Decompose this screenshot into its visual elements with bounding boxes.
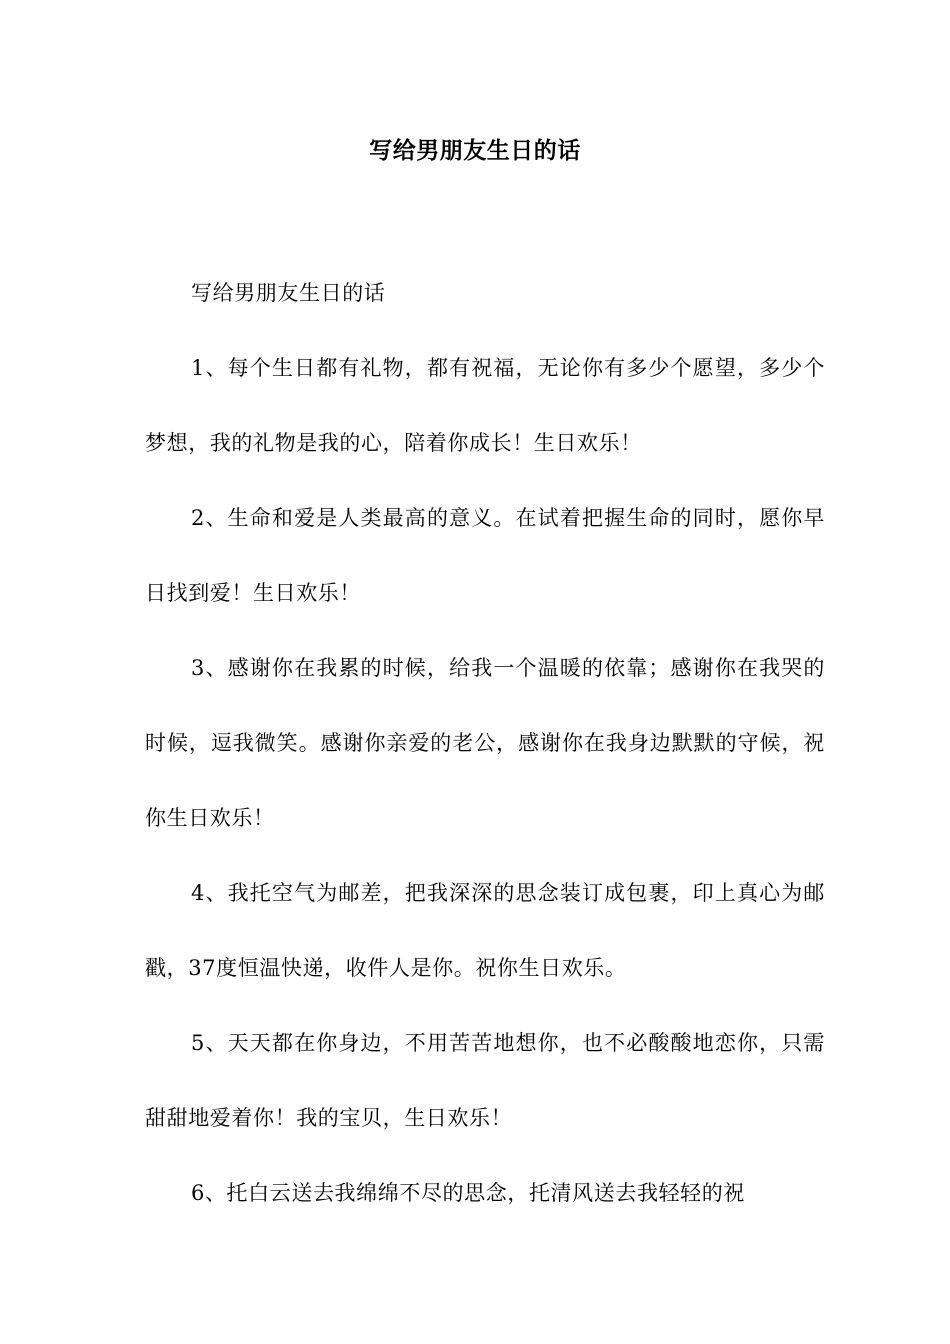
paragraph-3: 3、感谢你在我累的时候，给我一个温暖的依靠；感谢你在我哭的时候，逗我微笑。感谢你亲爱的老公，感谢你在我身边默默的守候，祝你生日欢乐！ <box>145 656 825 830</box>
paragraph-6: 6、托白云送去我绵绵不尽的思念，托清风送去我轻轻的祝 <box>191 1181 745 1205</box>
paragraph-2: 2、生命和爱是人类最高的意义。在试着把握生命的同时，愿你早日找到爱！生日欢乐！ <box>145 506 825 605</box>
paragraph-1: 1、每个生日都有礼物，都有祝福，无论你有多少个愿望，多少个梦想，我的礼物是我的心，陪着你成长！生日欢乐！ <box>145 356 825 455</box>
paragraph-heading: 写给男朋友生日的话 <box>191 281 386 305</box>
document-body <box>145 256 825 1231</box>
document-title: 写给男朋友生日的话 <box>369 137 581 164</box>
paragraph-5: 5、天天都在你身边，不用苦苦地想你，也不必酸酸地恋你，只需甜甜地爱着你！我的宝贝，生日欢乐！ <box>145 1031 825 1130</box>
paragraph-4: 4、我托空气为邮差，把我深深的思念装订成包裹，印上真心为邮戳，37度恒温快递，收件人是你。祝你生日欢乐。 <box>145 881 825 980</box>
